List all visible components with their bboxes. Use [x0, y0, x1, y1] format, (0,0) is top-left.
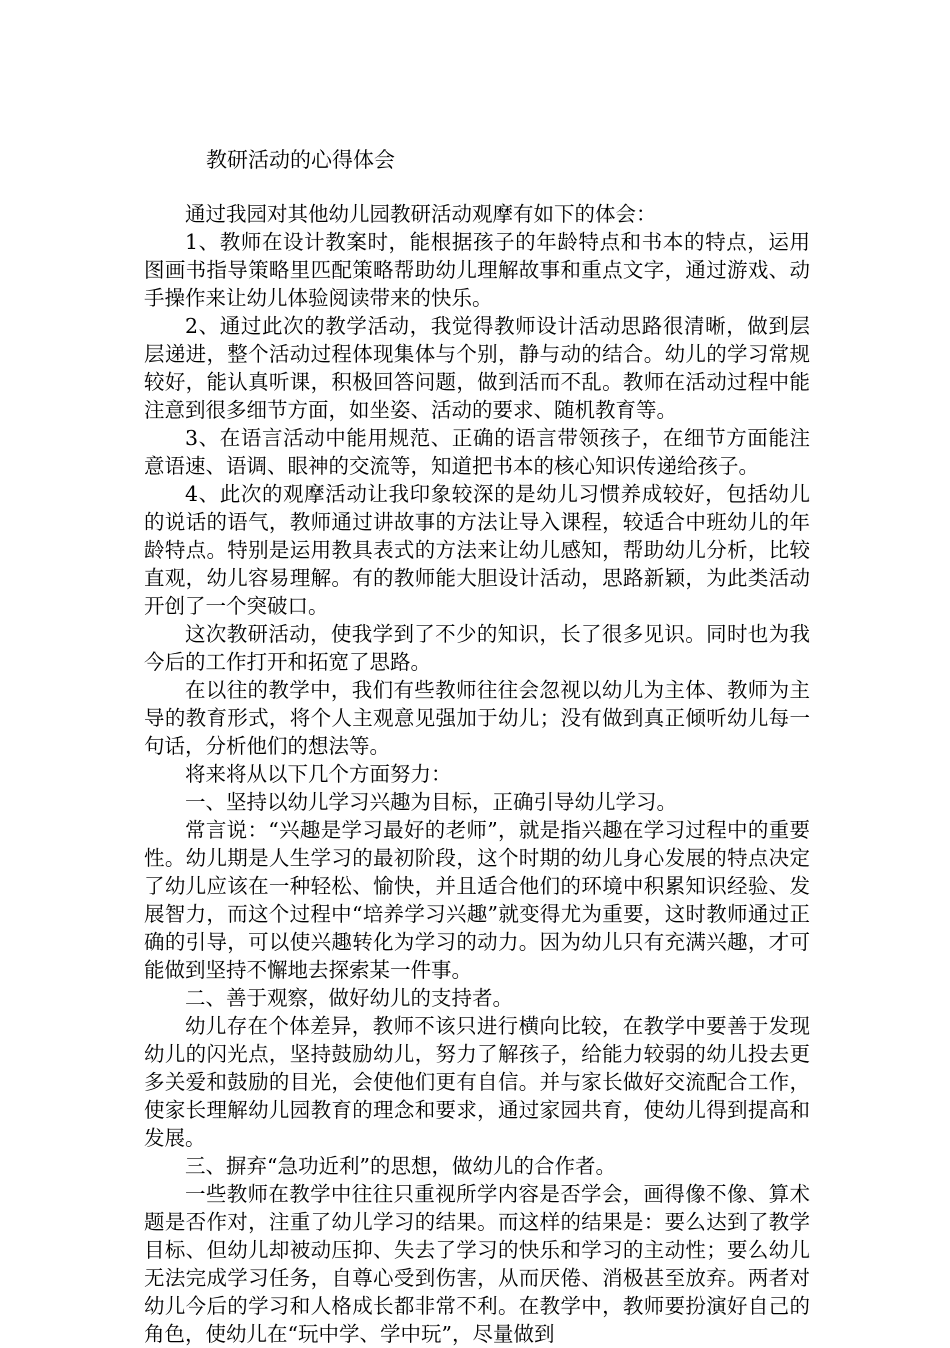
- paragraph-reflection: 在以往的教学中，我们有些教师往往会忽视以幼儿为主体、教师为主导的教育形式，将个人主观意见强加于幼儿；没有做到真正倾听幼儿每一句话，分析他们的想法等。: [144, 678, 810, 758]
- paragraph-point-1: 1、教师在设计教案时，能根据孩子的年龄特点和书本的特点，运用图画书指导策略里匹配策略帮助幼儿理解故事和重点文字，通过游戏、动手操作来让幼儿体验阅读带来的快乐。: [144, 230, 810, 310]
- document-title: 教研活动的心得体会: [206, 148, 395, 172]
- paragraph-point-4: 4、此次的观摩活动让我印象较深的是幼儿习惯养成较好，包括幼儿的说话的语气，教师通过讲故事的方法让导入课程，较适合中班幼儿的年龄特点。特别是运用教具表式的方法来让幼儿感知，帮助幼儿分析，比较直观，幼儿容易理解。有的教师能大胆设计活动，思路新颖，为此类活动开创了一个突破口。: [144, 482, 810, 618]
- paragraph-gain: 这次教研活动，使我学到了不少的知识，长了很多见识。同时也为我今后的工作打开和拓宽了思路。: [144, 622, 810, 674]
- heading-section-3: 三、摒弃“急功近利”的思想，做幼儿的合作者。: [185, 1154, 616, 1178]
- heading-section-2: 二、善于观察，做好幼儿的支持者。: [185, 986, 513, 1010]
- paragraph-section-3: 一些教师在教学中往往只重视所学内容是否学会，画得像不像、算术题是否作对，注重了幼儿学习的结果。而这样的结果是：要么达到了教学目标、但幼儿却被动压抑、失去了学习的快乐和学习的主动性；要么幼儿无法完成学习任务，自尊心受到伤害，从而厌倦、消极甚至放弃。两者对幼儿今后的学习和人格成长都非常不利。在教学中，教师要扮演好自己的角色，使幼儿在“玩中学、学中玩”，尽量做到: [144, 1182, 810, 1346]
- heading-section-1: 一、坚持以幼儿学习兴趣为目标，正确引导幼儿学习。: [185, 790, 677, 814]
- paragraph-intro: 通过我园对其他幼儿园教研活动观摩有如下的体会：: [185, 202, 657, 226]
- paragraph-future-intro: 将来将从以下几个方面努力：: [185, 762, 452, 786]
- paragraph-section-1: 常言说：“兴趣是学习最好的老师”，就是指兴趣在学习过程中的重要性。幼儿期是人生学习的最初阶段，这个时期的幼儿身心发展的特点决定了幼儿应该在一种轻松、愉快，并且适合他们的环境中积累知识经验、发展智力，而这个过程中“培养学习兴趣”就变得尤为重要，这时教师通过正确的引导，可以使兴趣转化为学习的动力。因为幼儿只有充满兴趣，才可能做到坚持不懈地去探索某一件事。: [144, 818, 810, 982]
- paragraph-point-2: 2、通过此次的教学活动，我觉得教师设计活动思路很清晰，做到层层递进，整个活动过程体现集体与个别，静与动的结合。幼儿的学习常规较好，能认真听课，积极回答问题，做到活而不乱。教师在活动过程中能注意到很多细节方面，如坐姿、活动的要求、随机教育等。: [144, 314, 810, 422]
- document-body: [144, 200, 810, 1348]
- paragraph-point-3: 3、在语言活动中能用规范、正确的语言带领孩子，在细节方面能注意语速、语调、眼神的交流等，知道把书本的核心知识传递给孩子。: [144, 426, 810, 478]
- paragraph-section-2: 幼儿存在个体差异，教师不该只进行横向比较，在教学中要善于发现幼儿的闪光点，坚持鼓励幼儿，努力了解孩子，给能力较弱的幼儿投去更多关爱和鼓励的目光，会使他们更有自信。并与家长做好交流配合工作，使家长理解幼儿园教育的理念和要求，通过家园共育，使幼儿得到提高和发展。: [144, 1014, 810, 1150]
